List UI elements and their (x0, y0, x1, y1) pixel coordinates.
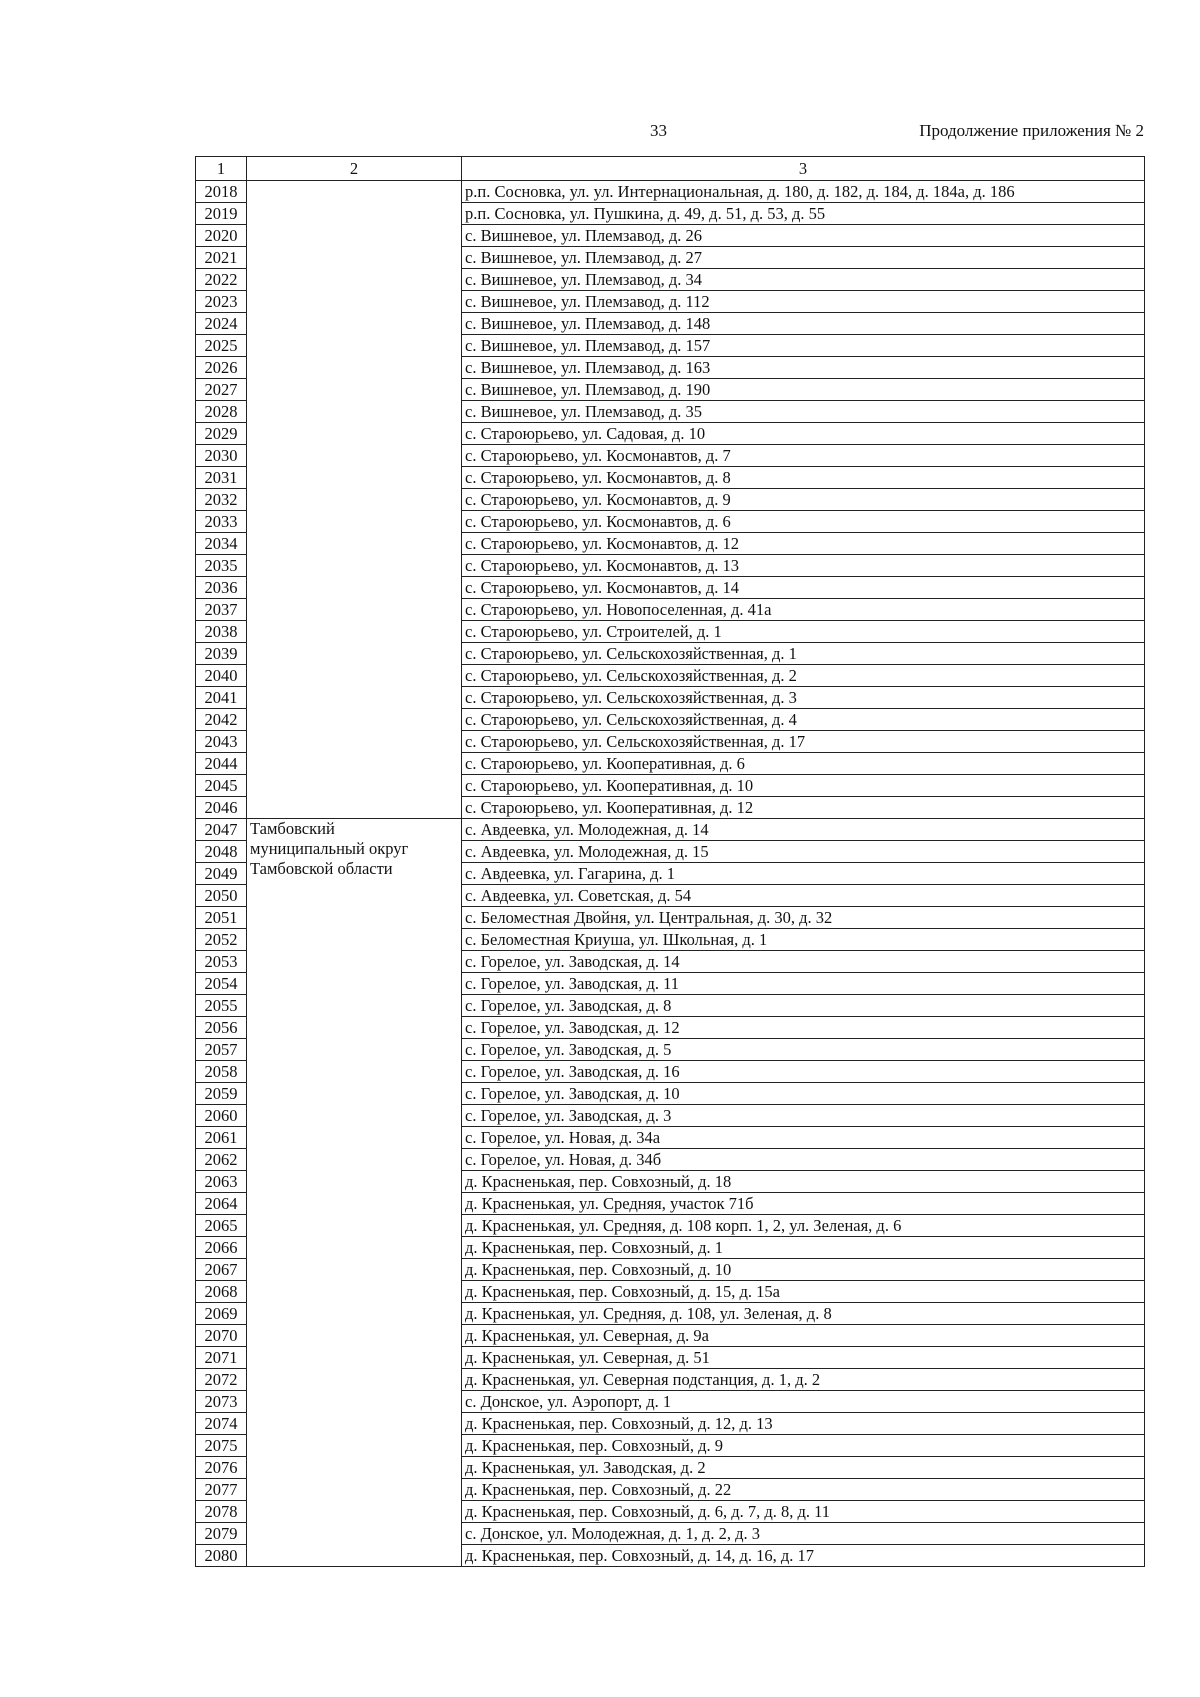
address-cell: с. Горелое, ул. Новая, д. 34б (462, 1149, 1145, 1171)
row-number: 2051 (196, 907, 247, 929)
row-number: 2035 (196, 555, 247, 577)
address-cell: д. Красненькая, ул. Северная, д. 51 (462, 1347, 1145, 1369)
row-number: 2020 (196, 225, 247, 247)
address-cell: с. Авдеевка, ул. Советская, д. 54 (462, 885, 1145, 907)
row-number: 2067 (196, 1259, 247, 1281)
address-cell: с. Горелое, ул. Заводская, д. 10 (462, 1083, 1145, 1105)
row-number: 2071 (196, 1347, 247, 1369)
row-number: 2048 (196, 841, 247, 863)
address-cell: с. Староюрьево, ул. Космонавтов, д. 14 (462, 577, 1145, 599)
row-number: 2076 (196, 1457, 247, 1479)
address-cell: с. Беломестная Криуша, ул. Школьная, д. 1 (462, 929, 1145, 951)
address-cell: с. Староюрьево, ул. Сельскохозяйственная, д. 3 (462, 687, 1145, 709)
address-cell: с. Горелое, ул. Заводская, д. 12 (462, 1017, 1145, 1039)
address-cell: р.п. Сосновка, ул. ул. Интернациональная, д. 180, д. 182, д. 184, д. 184а, д. 186 (462, 181, 1145, 203)
row-number: 2032 (196, 489, 247, 511)
column-header-1: 1 (196, 157, 247, 181)
district-name (247, 819, 462, 1567)
row-number: 2066 (196, 1237, 247, 1259)
row-number: 2025 (196, 335, 247, 357)
appendix-continuation-label: Продолжение приложения № 2 (919, 121, 1144, 140)
row-number: 2059 (196, 1083, 247, 1105)
table-body (196, 181, 1145, 1567)
address-cell: с. Авдеевка, ул. Молодежная, д. 15 (462, 841, 1145, 863)
address-cell: д. Красненькая, пер. Совхозный, д. 14, д. 16, д. 17 (462, 1545, 1145, 1567)
district-name (247, 181, 462, 819)
address-cell: д. Красненькая, пер. Совхозный, д. 9 (462, 1435, 1145, 1457)
table-header-row (196, 157, 1145, 181)
address-cell: с. Авдеевка, ул. Молодежная, д. 14 (462, 819, 1145, 841)
row-number: 2073 (196, 1391, 247, 1413)
address-cell: д. Красненькая, пер. Совхозный, д. 15, д. 15а (462, 1281, 1145, 1303)
address-cell: с. Староюрьево, ул. Сельскохозяйственная, д. 17 (462, 731, 1145, 753)
row-number: 2074 (196, 1413, 247, 1435)
row-number: 2039 (196, 643, 247, 665)
row-number: 2029 (196, 423, 247, 445)
row-number: 2070 (196, 1325, 247, 1347)
address-cell: с. Донское, ул. Аэропорт, д. 1 (462, 1391, 1145, 1413)
row-number: 2047 (196, 819, 247, 841)
row-number: 2023 (196, 291, 247, 313)
row-number: 2036 (196, 577, 247, 599)
row-number: 2045 (196, 775, 247, 797)
row-number: 2054 (196, 973, 247, 995)
address-cell: с. Староюрьево, ул. Космонавтов, д. 8 (462, 467, 1145, 489)
row-number: 2042 (196, 709, 247, 731)
address-cell: с. Староюрьево, ул. Сельскохозяйственная, д. 4 (462, 709, 1145, 731)
row-number: 2033 (196, 511, 247, 533)
address-cell: с. Вишневое, ул. Племзавод, д. 27 (462, 247, 1145, 269)
address-cell: д. Красненькая, пер. Совхозный, д. 1 (462, 1237, 1145, 1259)
row-number: 2075 (196, 1435, 247, 1457)
address-cell: с. Староюрьево, ул. Новопоселенная, д. 41а (462, 599, 1145, 621)
address-cell: с. Авдеевка, ул. Гагарина, д. 1 (462, 863, 1145, 885)
address-cell: д. Красненькая, пер. Совхозный, д. 12, д. 13 (462, 1413, 1145, 1435)
address-cell: с. Староюрьево, ул. Сельскохозяйственная, д. 2 (462, 665, 1145, 687)
address-cell: с. Горелое, ул. Заводская, д. 5 (462, 1039, 1145, 1061)
address-cell: д. Красненькая, пер. Совхозный, д. 18 (462, 1171, 1145, 1193)
address-cell: с. Староюрьево, ул. Сельскохозяйственная, д. 1 (462, 643, 1145, 665)
address-cell: с. Вишневое, ул. Племзавод, д. 34 (462, 269, 1145, 291)
row-number: 2024 (196, 313, 247, 335)
row-number: 2037 (196, 599, 247, 621)
row-number: 2077 (196, 1479, 247, 1501)
row-number: 2049 (196, 863, 247, 885)
address-cell: с. Староюрьево, ул. Строителей, д. 1 (462, 621, 1145, 643)
address-cell: д. Красненькая, ул. Северная подстанция, д. 1, д. 2 (462, 1369, 1145, 1391)
address-cell: с. Староюрьево, ул. Космонавтов, д. 7 (462, 445, 1145, 467)
row-number: 2080 (196, 1545, 247, 1567)
address-cell: с. Горелое, ул. Заводская, д. 8 (462, 995, 1145, 1017)
row-number: 2068 (196, 1281, 247, 1303)
row-number: 2053 (196, 951, 247, 973)
column-header-3: 3 (462, 157, 1145, 181)
table-row (196, 819, 1145, 841)
address-cell: с. Горелое, ул. Заводская, д. 14 (462, 951, 1145, 973)
row-number: 2062 (196, 1149, 247, 1171)
row-number: 2079 (196, 1523, 247, 1545)
row-number: 2078 (196, 1501, 247, 1523)
row-number: 2043 (196, 731, 247, 753)
address-cell: р.п. Сосновка, ул. Пушкина, д. 49, д. 51, д. 53, д. 55 (462, 203, 1145, 225)
row-number: 2058 (196, 1061, 247, 1083)
address-cell: с. Староюрьево, ул. Космонавтов, д. 6 (462, 511, 1145, 533)
row-number: 2021 (196, 247, 247, 269)
row-number: 2044 (196, 753, 247, 775)
address-cell: с. Староюрьево, ул. Космонавтов, д. 12 (462, 533, 1145, 555)
row-number: 2041 (196, 687, 247, 709)
address-cell: с. Вишневое, ул. Племзавод, д. 163 (462, 357, 1145, 379)
row-number: 2052 (196, 929, 247, 951)
address-cell: с. Горелое, ул. Заводская, д. 16 (462, 1061, 1145, 1083)
table-row (196, 181, 1145, 203)
address-cell: с. Староюрьево, ул. Кооперативная, д. 10 (462, 775, 1145, 797)
row-number: 2050 (196, 885, 247, 907)
row-number: 2027 (196, 379, 247, 401)
row-number: 2018 (196, 181, 247, 203)
address-cell: с. Вишневое, ул. Племзавод, д. 26 (462, 225, 1145, 247)
address-cell: д. Красненькая, ул. Средняя, участок 71б (462, 1193, 1145, 1215)
address-cell: д. Красненькая, ул. Средняя, д. 108, ул. Зеленая, д. 8 (462, 1303, 1145, 1325)
row-number: 2046 (196, 797, 247, 819)
row-number: 2055 (196, 995, 247, 1017)
address-cell: с. Староюрьево, ул. Кооперативная, д. 12 (462, 797, 1145, 819)
column-header-2: 2 (247, 157, 462, 181)
row-number: 2060 (196, 1105, 247, 1127)
row-number: 2040 (196, 665, 247, 687)
row-number: 2064 (196, 1193, 247, 1215)
address-cell: д. Красненькая, пер. Совхозный, д. 6, д. 7, д. 8, д. 11 (462, 1501, 1145, 1523)
address-cell: д. Красненькая, пер. Совхозный, д. 10 (462, 1259, 1145, 1281)
row-number: 2065 (196, 1215, 247, 1237)
row-number: 2056 (196, 1017, 247, 1039)
address-cell: с. Вишневое, ул. Племзавод, д. 148 (462, 313, 1145, 335)
address-cell: с. Вишневое, ул. Племзавод, д. 157 (462, 335, 1145, 357)
row-number: 2063 (196, 1171, 247, 1193)
address-cell: д. Красненькая, пер. Совхозный, д. 22 (462, 1479, 1145, 1501)
page-number: 33 (650, 121, 667, 140)
address-cell: д. Красненькая, ул. Северная, д. 9а (462, 1325, 1145, 1347)
address-cell: с. Горелое, ул. Заводская, д. 3 (462, 1105, 1145, 1127)
address-table (195, 156, 1145, 1567)
row-number: 2028 (196, 401, 247, 423)
address-cell: с. Староюрьево, ул. Садовая, д. 10 (462, 423, 1145, 445)
address-cell: с. Горелое, ул. Новая, д. 34а (462, 1127, 1145, 1149)
row-number: 2034 (196, 533, 247, 555)
address-cell: с. Вишневое, ул. Племзавод, д. 190 (462, 379, 1145, 401)
address-cell: с. Староюрьево, ул. Кооперативная, д. 6 (462, 753, 1145, 775)
row-number: 2057 (196, 1039, 247, 1061)
address-cell: д. Красненькая, ул. Средняя, д. 108 корп. 1, 2, ул. Зеленая, д. 6 (462, 1215, 1145, 1237)
district-name-line: Тамбовский (250, 819, 335, 838)
row-number: 2031 (196, 467, 247, 489)
district-name-line: Тамбовской области (250, 859, 393, 878)
row-number: 2061 (196, 1127, 247, 1149)
row-number: 2069 (196, 1303, 247, 1325)
address-cell: с. Вишневое, ул. Племзавод, д. 112 (462, 291, 1145, 313)
row-number: 2026 (196, 357, 247, 379)
address-cell: с. Вишневое, ул. Племзавод, д. 35 (462, 401, 1145, 423)
address-cell: д. Красненькая, ул. Заводская, д. 2 (462, 1457, 1145, 1479)
row-number: 2072 (196, 1369, 247, 1391)
row-number: 2019 (196, 203, 247, 225)
address-cell: с. Горелое, ул. Заводская, д. 11 (462, 973, 1145, 995)
address-cell: с. Староюрьево, ул. Космонавтов, д. 9 (462, 489, 1145, 511)
row-number: 2022 (196, 269, 247, 291)
row-number: 2038 (196, 621, 247, 643)
address-cell: с. Донское, ул. Молодежная, д. 1, д. 2, д. 3 (462, 1523, 1145, 1545)
address-cell: с. Беломестная Двойня, ул. Центральная, д. 30, д. 32 (462, 907, 1145, 929)
address-cell: с. Староюрьево, ул. Космонавтов, д. 13 (462, 555, 1145, 577)
row-number: 2030 (196, 445, 247, 467)
district-name-line: муниципальный округ (250, 839, 409, 858)
